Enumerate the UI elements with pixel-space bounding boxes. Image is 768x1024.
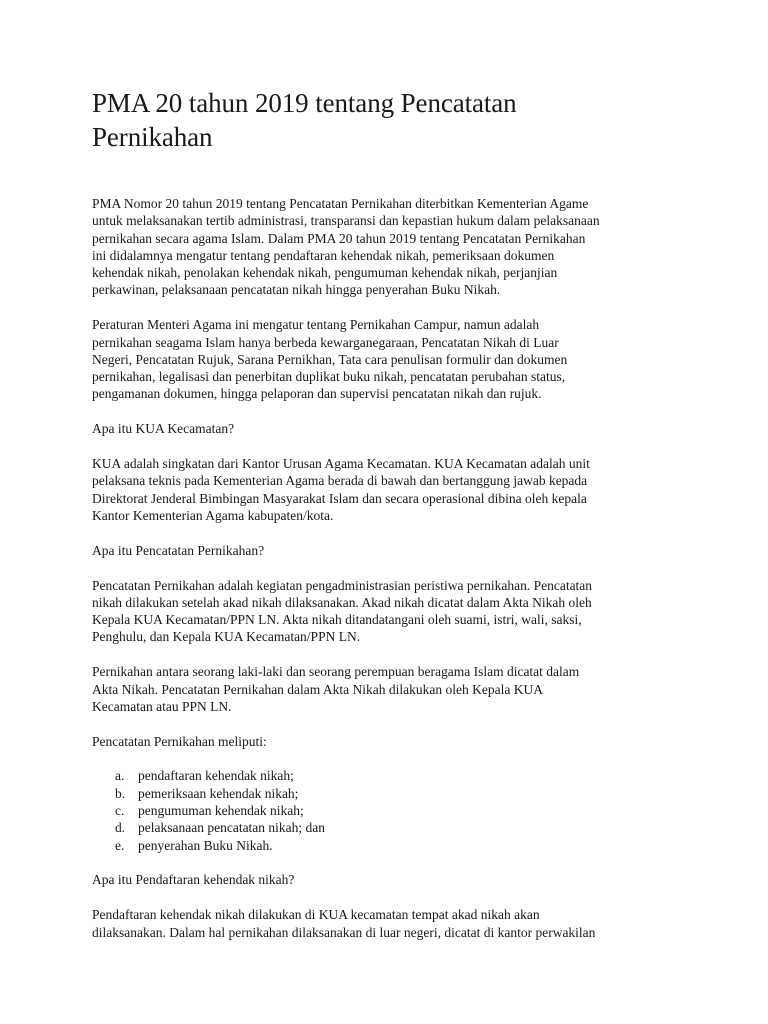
list-item-text: pelaksanaan pencatatan nikah; dan (138, 820, 326, 836)
paragraph-akta-nikah: Pernikahan antara seorang laki-laki dan seorang perempuan beragama Islam dicatat dalam Akta Nikah. Pencatatan Pernikahan dalam Akta Nikah dilakukan oleh Kepala KUA Kecamatan atau PPN LN. (92, 664, 580, 714)
paragraph-kua-definition: KUA adalah singkatan dari Kantor Urusan Agama Kecamatan. KUA Kecamatan adalah unit pelaksana teknis pada Kementerian Agama berada di bawah dan bertanggung jawab kepada Direktorat Jenderal Bimbingan Masyarakat Islam dan secara operasional dibina oleh kepala Kantor Kementerian Agama kabupaten/kota. (92, 456, 590, 523)
document-title: PMA 20 tahun 2019 tentang Pencatatan Pernikahan (92, 88, 517, 152)
list-marker: d. (115, 820, 126, 836)
list-item (92, 802, 692, 819)
document-page (92, 86, 692, 958)
list-item (92, 819, 692, 836)
list-item-text: pendaftaran kehendak nikah; (138, 768, 294, 784)
paragraph-intro: PMA Nomor 20 tahun 2019 tentang Pencatatan Pernikahan diterbitkan Kementerian Agame untuk melaksanakan tertib administrasi, transparansi dan kepastian hukum dalam pelaksanaan pernikahan secara agama Islam. Dalam PMA 20 tahun 2019 tentang Pencatatan Pernikahan ini didalamnya mengatur tentang pendaftaran kehendak nikah, pemeriksaan dokumen kehendak nikah, penolakan kehendak nikah, pengumuman kehendak nikah, perjanjian perkawinan, pelaksanaan pencatatan nikah hingga penyerahan Buku Nikah. (92, 196, 600, 298)
list-marker: e. (115, 837, 125, 853)
list-item-text: penyerahan Buku Nikah. (138, 837, 273, 853)
heading-pencatatan-pernikahan: Apa itu Pencatatan Pernikahan? (92, 542, 265, 558)
list-item-text: pemeriksaan kehendak nikah; (138, 785, 299, 801)
list-item (92, 837, 692, 854)
list-item (92, 767, 692, 784)
list-marker: a. (115, 768, 125, 784)
list-marker: c. (115, 803, 125, 819)
list-item (92, 785, 692, 802)
list-item-text: pengumuman kehendak nikah; (138, 803, 304, 819)
heading-kua-kecamatan: Apa itu KUA Kecamatan? (92, 421, 235, 437)
pencatatan-list (92, 767, 692, 853)
paragraph-pendaftaran: Pendaftaran kehendak nikah dilakukan di KUA kecamatan tempat akad nikah akan dilaksanakan. Dalam hal pernikahan dilaksanakan di luar negeri, dicatat di kantor perwakilan (92, 907, 596, 940)
list-marker: b. (115, 785, 126, 801)
heading-pendaftaran-kehendak-nikah: Apa itu Pendaftaran kehendak nikah? (92, 872, 295, 888)
paragraph-list-intro: Pencatatan Pernikahan meliputi: (92, 733, 267, 749)
paragraph-scope: Peraturan Menteri Agama ini mengatur tentang Pernikahan Campur, namun adalah pernikahan seagama Islam hanya berbeda kewarganegaraan, Pencatatan Nikah di Luar Negeri, Pencatatan Rujuk, Sarana Pernikhan, Tata cara penulisan formulir dan dokumen pernikahan, legalisasi dan penerbitan duplikat buku nikah, pencatatan perubahan status, pengamanan dokumen, hingga pelaporan dan supervisi pencatatan nikah dan rujuk. (92, 317, 568, 402)
paragraph-pencatatan-definition: Pencatatan Pernikahan adalah kegiatan pengadministrasian peristiwa pernikahan. Pencatatan nikah dilakukan setelah akad nikah dilaksanakan. Akad nikah dicatat dalam Akta Nikah oleh Kepala KUA Kecamatan/PPN LN. Akta nikah ditandatangani oleh suami, istri, wali, saksi, Penghulu, dan Kepala KUA Kecamatan/PPN LN. (92, 577, 593, 645)
